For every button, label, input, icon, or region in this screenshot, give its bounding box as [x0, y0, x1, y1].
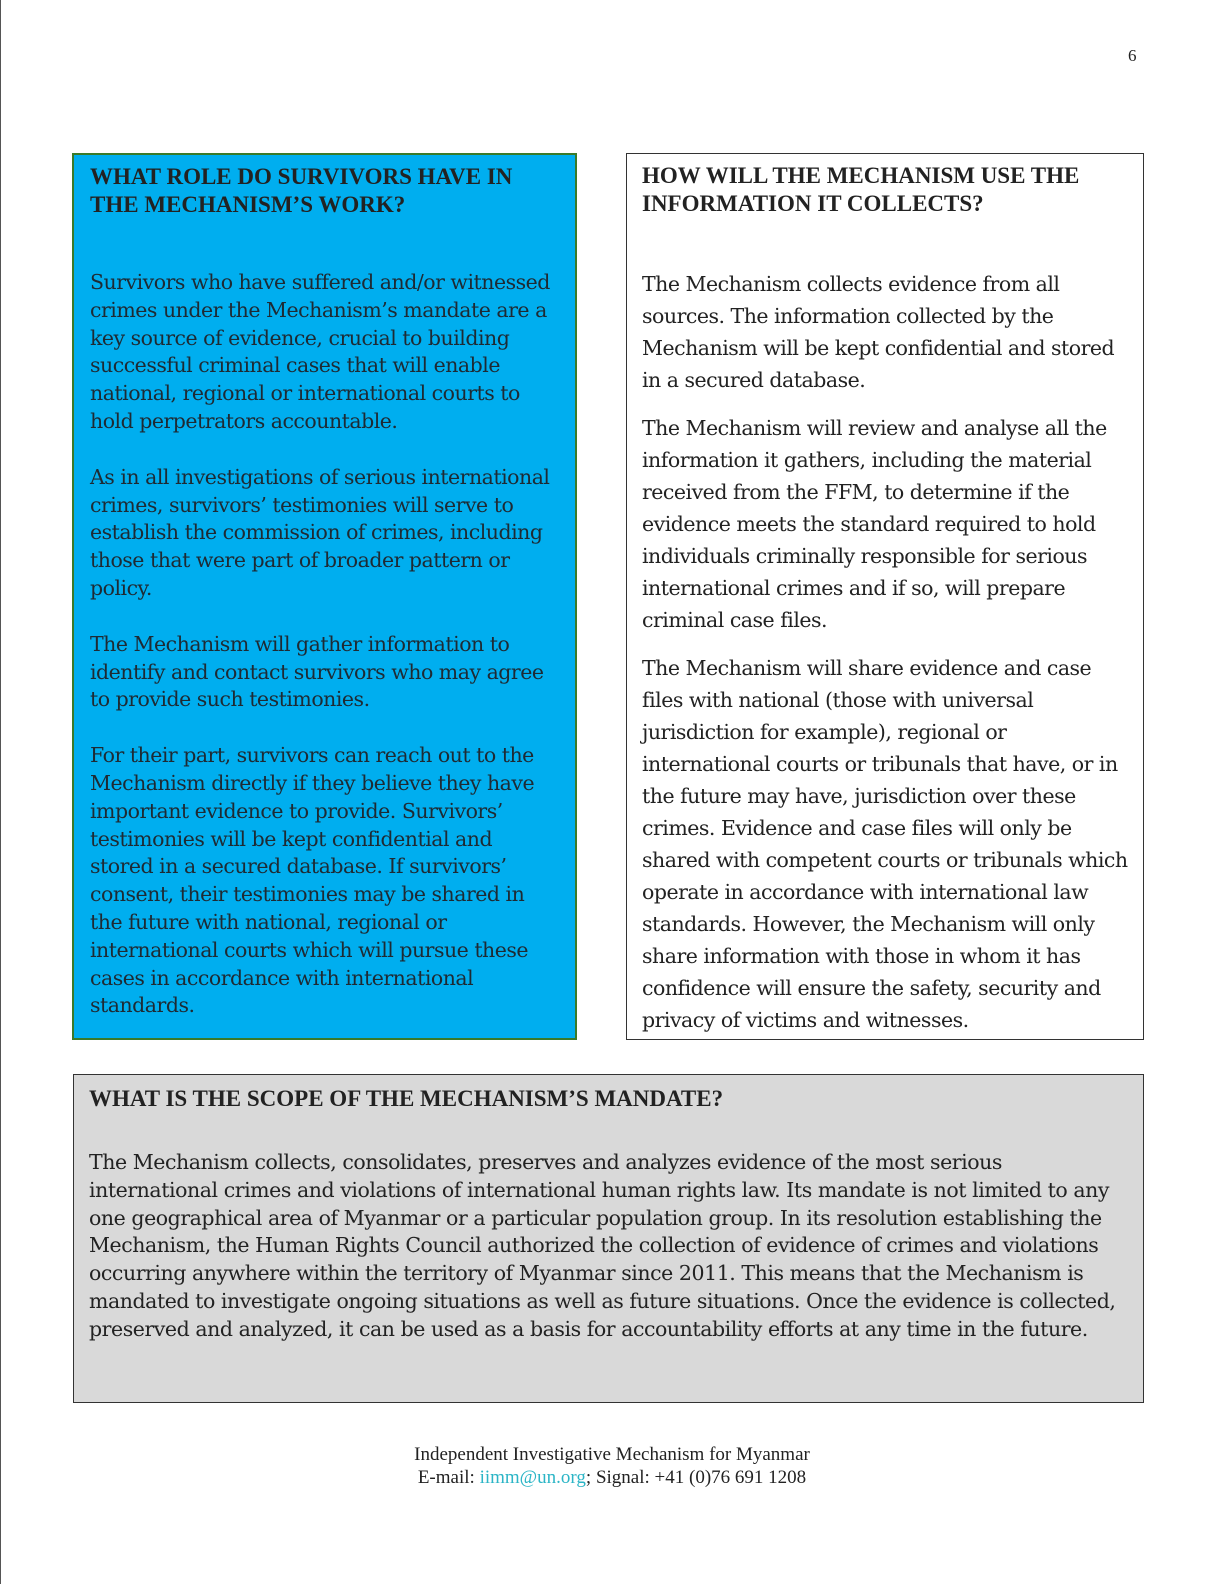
information-use-paragraph-3: The Mechanism will share evidence and case files with national (those with universal jurisdiction for example), regional or international courts or tribunals that have, or in the future may have, jurisdiction over these crimes. Evidence and case files will only be shared with competent courts or tribunals which operate in accordance with international law standards. However, the Mechanism will only share information with those in whom it has confidence will ensure the safety, security and privacy of victims and witnesses.	[642, 656, 1128, 1032]
footer-organization: Independent Investigative Mechanism for Myanmar	[414, 1444, 810, 1465]
information-use-paragraph-1: The Mechanism collects evidence from all sources. The information collected by the Mechanism will be kept confidential and stored in a secured database.	[642, 272, 1115, 392]
footer-email-label: E-mail:	[417, 1467, 480, 1488]
page-footer	[0, 1443, 1224, 1489]
footer-email-link[interactable]: iimm@un.org	[479, 1467, 586, 1488]
information-use-box	[626, 153, 1144, 1040]
survivors-role-box	[72, 153, 577, 1040]
information-use-paragraph-2: The Mechanism will review and analyse all the information it gathers, including the material received from the FFM, to determine if the evidence meets the standard required to hold individuals criminally responsible for serious international crimes and if so, will prepare criminal case files.	[642, 416, 1107, 632]
survivors-paragraph-1: Survivors who have suffered and/or witnessed crimes under the Mechanism’s mandate are a key source of evidence, crucial to building successful criminal cases that will enable national, regional or international courts to hold perpetrators accountable.	[90, 270, 550, 433]
mandate-scope-paragraph: The Mechanism collects, consolidates, preserves and analyzes evidence of the most serious international crimes and violations of international human rights law. Its mandate is not limited to any one geographical area of Myanmar or a particular population group. In its resolution establishing the Mechanism, the Human Rights Council authorized the collection of evidence of crimes and violations occurring anywhere within the territory of Myanmar since 2011. This means that the Mechanism is mandated to investigate ongoing situations as well as future situations. Once the evidence is collected, preserved and analyzed, it can be used as a basis for accountability efforts at any time in the future.	[89, 1150, 1116, 1341]
information-use-heading: HOW WILL THE MECHANISM USE THE INFORMATION IT COLLECTS?	[642, 163, 1080, 216]
survivors-paragraph-4: For their part, survivors can reach out to the Mechanism directly if they believe they have important evidence to provide. Survivors’ testimonies will be kept confidential and stored in a secured database. If survivors’ consent, their testimonies may be shared in the future with national, regional or international courts which will pursue these cases in accordance with international standards.	[90, 743, 535, 1018]
footer-contact	[0, 1466, 1224, 1489]
mandate-scope-heading: WHAT IS THE SCOPE OF THE MECHANISM’S MANDATE?	[89, 1086, 724, 1111]
survivors-role-heading: WHAT ROLE DO SURVIVORS HAVE IN THE MECHANISM’S WORK?	[90, 164, 513, 217]
survivors-paragraph-3: The Mechanism will gather information to identify and contact survivors who may agree to provide such testimonies.	[90, 631, 544, 712]
page-number: 6	[1128, 46, 1137, 65]
page-edge	[0, 0, 1, 1584]
footer-signal: ; Signal: +41 (0)76 691 1208	[585, 1467, 807, 1488]
survivors-paragraph-2: As in all investigations of serious international crimes, survivors’ testimonies will serve to establish the commission of crimes, including those that were part of broader pattern or policy.	[90, 464, 550, 600]
mandate-scope-box	[73, 1074, 1144, 1403]
